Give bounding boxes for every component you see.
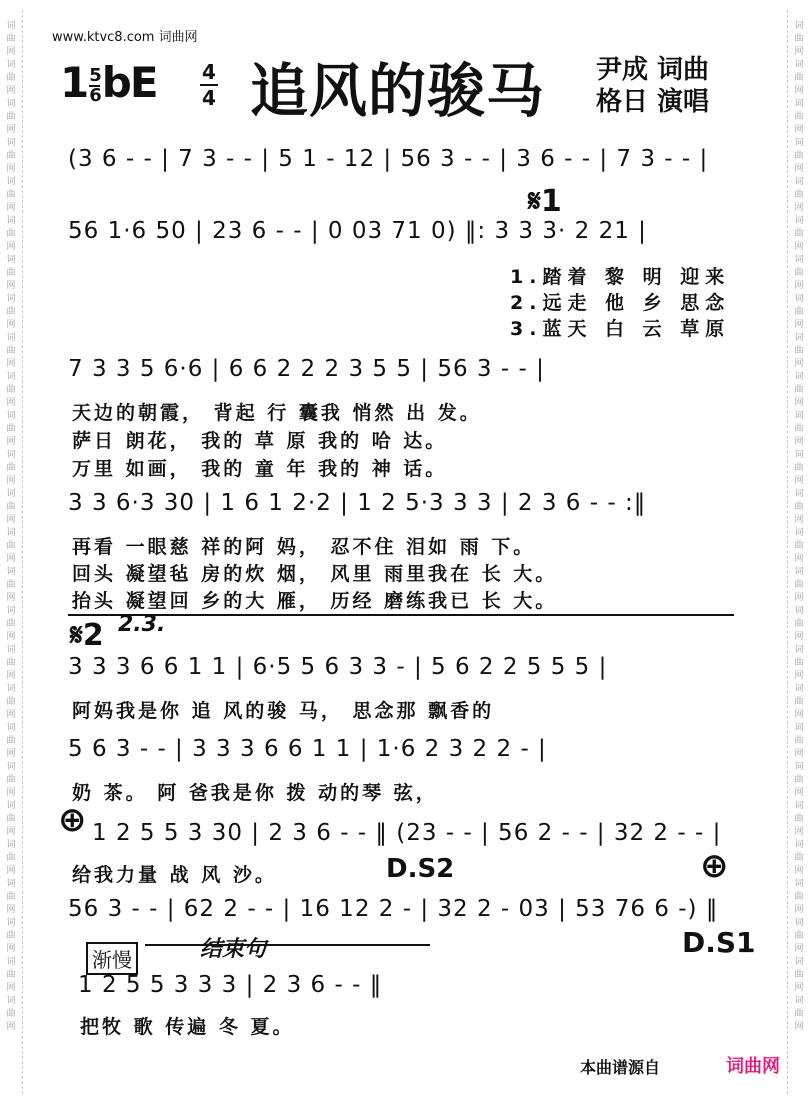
lyrics-1c: 万里 如画， 我的 童 年 我的 神 话。 (72, 458, 448, 480)
score-row-7: 1 2 5 5 3 30 | 2 3 6 - - ‖ (23 - - | 56 2 - - | 32 2 - - | (92, 820, 722, 846)
left-dashed-border (22, 10, 23, 1094)
lyrics-2c: 抬头 凝望回 乡的大 雁， 历经 磨练我已 长 大。 (72, 590, 558, 612)
coda-icon-2: ⊕ (700, 846, 729, 886)
verse-line-3: 3.蓝天 白 云 草原 (510, 318, 731, 340)
ds1-mark: D.S1 (682, 926, 756, 959)
lyrics-1b: 萨日 朗花， 我的 草 原 我的 哈 达。 (72, 430, 448, 452)
key-fraction: $\frac{5}{6}$ (89, 64, 100, 106)
score-row-8: 56 3 - - | 62 2 - - | 16 12 2 - | 32 2 - 03 | 53 76 6 -) ‖ (68, 896, 719, 922)
ending-phrase-label: 结束句 (200, 937, 267, 962)
source-text: 本曲谱源自 (580, 1058, 661, 1077)
score-row-9: 1 2 5 5 3 3 3 | 2 3 6 - - ‖ (78, 972, 383, 998)
key-signature (60, 58, 157, 107)
coda-icon: ⊕ (58, 800, 87, 840)
credits: 尹成 词曲 格日 演唱 (596, 55, 710, 117)
lyrics-chorus-1: 阿妈我是你 追 风的骏 马， 思念那 飘香的 (72, 700, 495, 722)
score-row-1: (3 6 - - | 7 3 - - | 5 1 - 12 | 56 3 - - | 3 6 - - | 7 3 - - | (68, 146, 709, 172)
tempo-marking: 渐慢 (86, 942, 138, 975)
ending-line (145, 944, 430, 946)
time-signature: 4 4 (200, 62, 218, 108)
score-row-6: 5 6 3 - - | 3 3 3 6 6 1 1 | 1·6 2 3 2 2 - | (68, 736, 547, 762)
lyrics-chorus-2: 奶 茶。 阿 爸我是你 拨 动的琴 弦， (72, 782, 438, 804)
right-dashed-border (787, 10, 788, 1094)
lyrics-1a: 天边的朝霞， 背起 行 囊我 悄然 出 发。 (72, 402, 482, 424)
verse-line-2: 2.远走 他 乡 思念 (510, 292, 731, 314)
left-watermark: 词曲网词曲网词曲网词曲网词曲网词曲网词曲网词曲网词曲网词曲网词曲网词曲网词曲网词曲网词曲网词曲网词曲网词曲网词曲网词曲网词曲网词曲网词曲网词曲网词曲网词曲网 (6, 21, 16, 1032)
lyrics-2a: 再看 一眼慈 祥的阿 妈， 忍不住 泪如 雨 下。 (72, 536, 536, 558)
source-site-link[interactable]: 词曲网 (726, 1056, 780, 1077)
verse-line-1: 1.踏着 黎 明 迎来 (510, 266, 731, 288)
segno-1-mark: 𝄋1 (528, 184, 562, 219)
ds2-mark: D.S2 (386, 854, 455, 884)
score-row-3: 7 3 3 5 6·6 | 6 6 2 2 2 3 5 5 | 56 3 - - | (68, 356, 545, 382)
key-value: bE (101, 58, 157, 107)
ending-bracket-line (68, 614, 734, 616)
segno-2-mark: 𝄋2 (70, 618, 104, 653)
site-header[interactable]: www.ktvc8.com 词曲网 (52, 30, 198, 45)
lyrics-2b: 回头 凝望毡 房的炊 烟， 风里 雨里我在 长 大。 (72, 563, 558, 585)
song-title: 追风的骏马 (250, 57, 546, 125)
key-do: 1 (60, 58, 88, 107)
lyrics-ending: 把牧 歌 传遍 冬 夏。 (80, 1016, 295, 1038)
right-watermark: 词曲网词曲网词曲网词曲网词曲网词曲网词曲网词曲网词曲网词曲网词曲网词曲网词曲网词曲网词曲网词曲网词曲网词曲网词曲网词曲网词曲网词曲网词曲网词曲网词曲网词曲网 (794, 21, 804, 1032)
score-row-4: 3 3 6·3 30 | 1 6 1 2·2 | 1 2 5·3 3 3 | 2 3 6 - - :‖ (68, 490, 647, 516)
score-row-2: 56 1·6 50 | 23 6 - - | 0 03 71 0) ‖: 3 3 3· 2 21 | (68, 218, 647, 244)
lyrics-chorus-3: 给我力量 战 风 沙。 (72, 864, 277, 886)
score-row-5: 3 3 3 6 6 1 1 | 6·5 5 6 3 3 - | 5 6 2 2 5 5 5 | (68, 654, 608, 680)
ending-label: 2.3. (118, 612, 166, 637)
